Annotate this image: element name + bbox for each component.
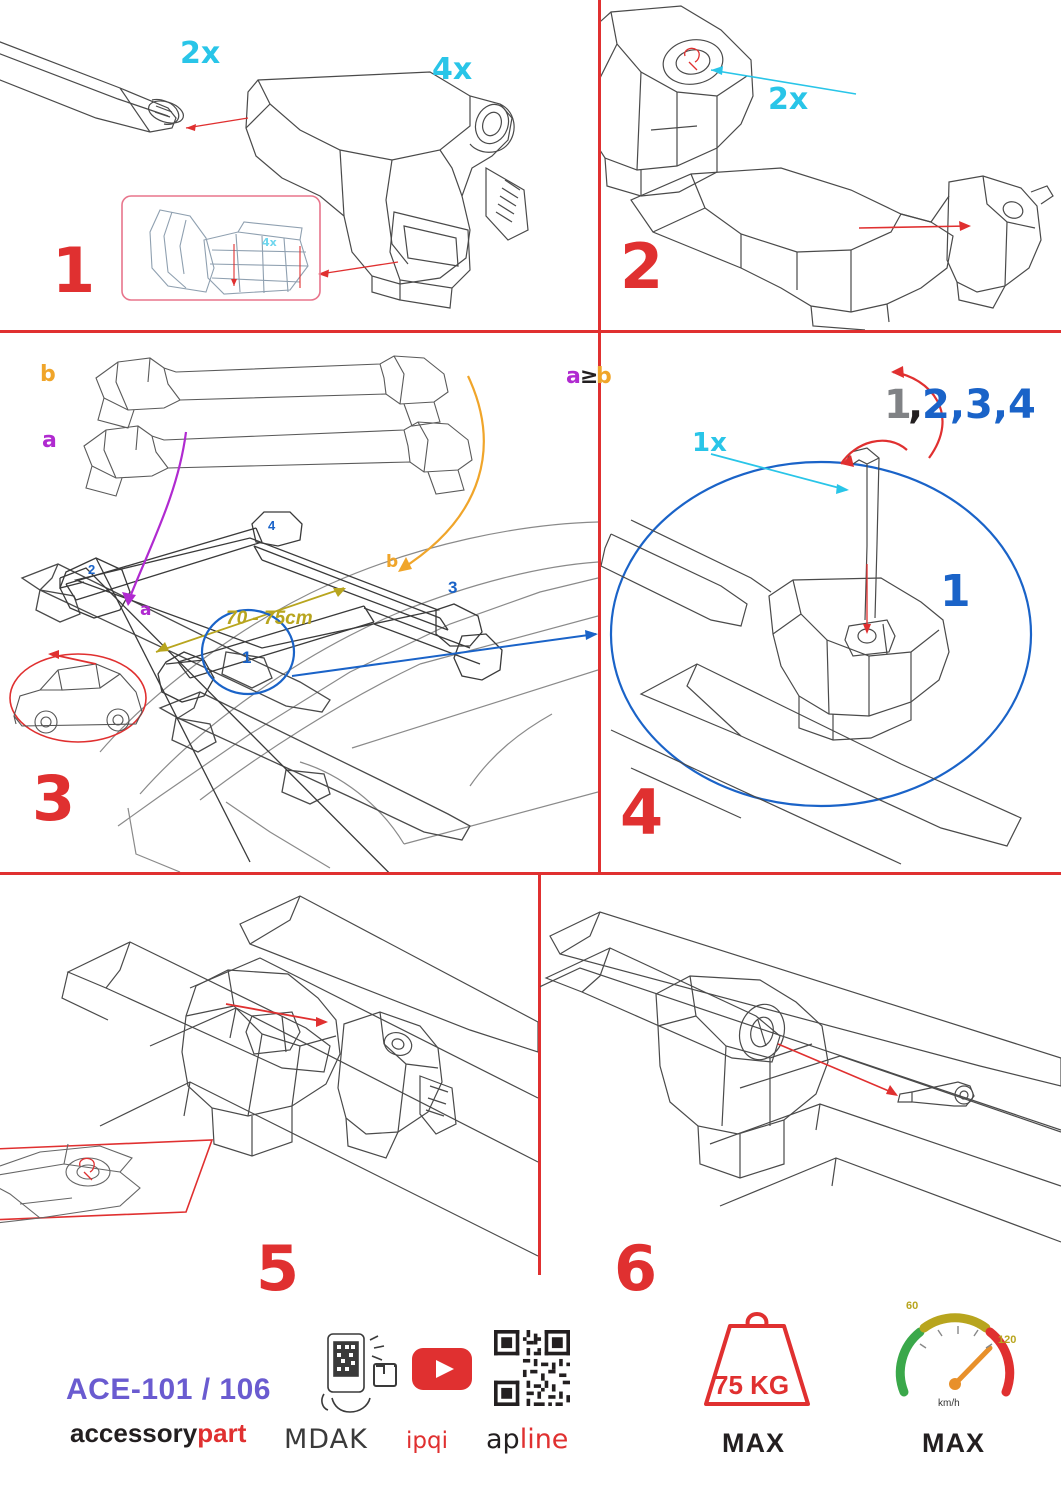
arrow-label-b: b	[386, 552, 399, 572]
brand-ap-text: ap	[486, 1424, 520, 1455]
max-weight-value: 75 KG	[714, 1370, 790, 1400]
bar-label-a: a	[42, 428, 57, 453]
step1-qty-4x: 4x	[432, 52, 473, 87]
step3-illustration	[0, 334, 598, 872]
model-code: ACE-101 / 106	[66, 1373, 271, 1406]
step5-illustration	[0, 876, 538, 1276]
section-divider-1	[0, 330, 1061, 333]
mount-number-4: 4	[268, 518, 276, 533]
qr-code-icon	[494, 1330, 570, 1406]
brand-accessorypart	[70, 1418, 246, 1449]
section-divider-2	[0, 872, 1061, 875]
svg-text:4x: 4x	[262, 236, 277, 249]
max-weight-label: MAX	[722, 1428, 785, 1458]
step2-illustration	[601, 0, 1061, 330]
step-number-2: 2	[620, 230, 663, 303]
step-number-3: 3	[32, 762, 75, 835]
gauge-tick-high: 120	[998, 1334, 1017, 1346]
compare-a-label: a	[566, 364, 581, 389]
mount-number-3: 3	[448, 578, 458, 597]
arrow-label-a: a	[140, 600, 152, 620]
brand-mdak: MDAK	[284, 1424, 368, 1455]
brand-accessory-text: accessory	[70, 1418, 198, 1448]
brand-line-text: line	[519, 1424, 569, 1455]
qty-1x-step4: 1x	[692, 428, 727, 458]
mount-number-1: 1	[242, 648, 252, 667]
bar-label-b: b	[40, 362, 56, 387]
mount-number-2: 2	[88, 562, 96, 577]
step-number-6: 6	[614, 1232, 657, 1305]
brand-part-text: part	[197, 1418, 247, 1448]
compare-b-label: b	[596, 364, 612, 389]
brand-apline	[486, 1424, 568, 1455]
step-number-5: 5	[256, 1232, 299, 1305]
step6-illustration	[540, 876, 1061, 1276]
qr-scan-phone-icon	[310, 1330, 400, 1416]
sequence-comma: ,	[908, 382, 924, 428]
detail-number-1: 1	[940, 566, 971, 617]
sequence-grey: 1	[884, 382, 912, 428]
sequence-blue: 2,3,4	[922, 382, 1036, 428]
step-number-4: 4	[620, 776, 663, 849]
youtube-icon[interactable]	[412, 1348, 472, 1390]
step1-qty-2x: 2x	[180, 36, 221, 71]
distance-label: 70 - 75cm	[226, 608, 313, 629]
speed-unit-label: km/h	[938, 1398, 960, 1409]
max-speed-icon	[890, 1298, 1020, 1413]
compare-sign: ≥	[580, 364, 599, 389]
gauge-tick-low: 60	[906, 1300, 919, 1312]
step-number-1: 1	[52, 234, 95, 307]
brand-ipqi: ipqi	[406, 1428, 448, 1454]
max-speed-label: MAX	[922, 1428, 985, 1458]
step2-qty-2x: 2x	[768, 82, 809, 117]
